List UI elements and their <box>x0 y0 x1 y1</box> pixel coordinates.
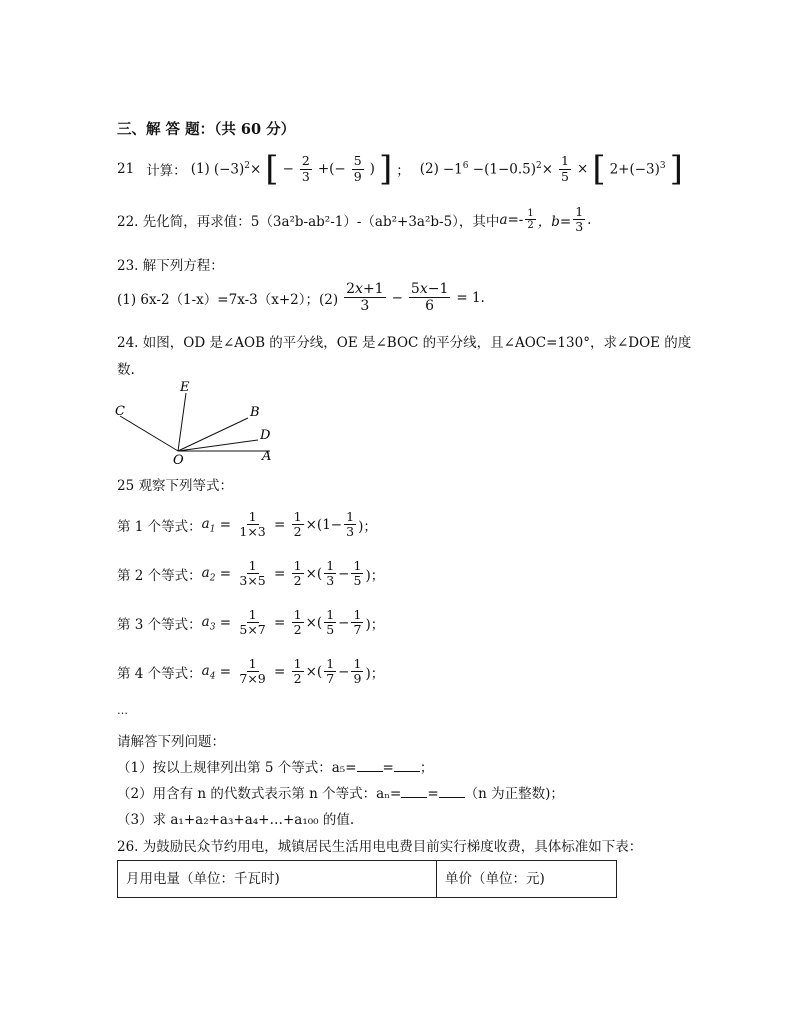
equation-3 <box>117 608 384 638</box>
equals-sign: = <box>269 663 290 680</box>
rhs-frac-1: $\frac{1}{7}$ <box>326 656 335 687</box>
q25-sub1: （1）按以上规律列出第 5 个等式：a₅= = ； <box>117 760 434 776</box>
minus-sign: − <box>338 663 350 680</box>
q25-sub1-text: （1）按以上规律列出第 5 个等式：a₅= <box>117 760 357 776</box>
equation-label: 第 1 个等式： <box>117 518 202 535</box>
angle-figure <box>110 378 290 468</box>
question-21 <box>117 149 683 189</box>
bracket-right-2: ] <box>669 149 683 189</box>
q26-text: 26. 为鼓励民众节约用电，城镇居民生活用电电费目前实行梯度收费，具体标准如下表： <box>117 839 643 855</box>
q22-text: 22. 先化简，再求值：5（3a²b-ab²-1）-（ab²+3a²b-5），其中 <box>117 213 500 230</box>
equation-lhs: $a_3$ <box>201 613 216 633</box>
label-e: E <box>180 380 190 395</box>
equation-frac: $\frac{1}{1\times 3}$ <box>239 509 266 540</box>
q25-title: 25 观察下列等式： <box>117 478 233 494</box>
label-b: B <box>250 405 260 420</box>
equation-lhs: $a_4$ <box>201 662 216 682</box>
fraction-2x1-3: $\frac{2x+1}{3}$ <box>346 281 384 315</box>
fraction-5-9: $\frac{5}{9}$ <box>353 153 362 184</box>
question-23-body <box>117 281 485 314</box>
q22-end: . <box>587 211 592 228</box>
bracket-left-2: [ <box>592 149 606 189</box>
q21-separator: ； <box>396 163 410 179</box>
fraction-1-2: $\frac{1}{2}$ <box>527 207 534 232</box>
q21-number: 21 <box>117 161 135 177</box>
equation-frac: $\frac{1}{3\times 5}$ <box>239 558 266 589</box>
rhs-frac: $\frac{1}{3}$ <box>346 509 355 540</box>
answer-blank[interactable] <box>394 759 420 772</box>
q21-part1-label: (1) <box>190 161 210 177</box>
q21-expr2c: $2+(-3)^3$ <box>609 160 666 178</box>
equals-sign: = <box>215 663 236 680</box>
equation-label: 第 2 个等式： <box>117 567 202 584</box>
section-title: 三、解 答 题：（共 60 分） <box>117 121 296 138</box>
close-paren: )； <box>358 518 377 535</box>
equals-sign: = <box>215 614 236 631</box>
label-o: O <box>173 453 184 468</box>
close-paren: )； <box>365 665 385 682</box>
q21-part2-label: (2) <box>419 161 439 177</box>
q25-sub1-end: ； <box>419 760 434 776</box>
rhs-frac-1: $\frac{1}{3}$ <box>326 558 335 589</box>
q23-title: 23. 解下列方程： <box>117 258 224 274</box>
half-frac: $\frac{1}{2}$ <box>293 656 302 687</box>
equation-label: 第 3 个等式： <box>117 616 202 633</box>
close-paren: )； <box>365 616 385 633</box>
answer-blank[interactable] <box>401 785 427 798</box>
q25-sub2-text: （2）用含有 n 的代数式表示第 n 个等式：aₙ= <box>117 786 402 802</box>
table-header-price: 单价（单位：元) <box>445 871 545 887</box>
equation-frac: $\frac{1}{5\times 7}$ <box>239 607 266 638</box>
q24-line2: 数. <box>117 362 135 378</box>
times-open: ×( <box>305 565 323 582</box>
q21-expr1b: − <box>282 161 294 177</box>
equals-sign: = <box>269 614 290 631</box>
fraction-5x1-6: $\frac{5x-1}{6}$ <box>410 281 449 315</box>
equation-2 <box>117 559 384 589</box>
equals-sign: = <box>215 516 236 533</box>
bracket-left: [ <box>265 149 279 189</box>
ray-oc <box>120 416 178 451</box>
equation-frac: $\frac{1}{7\times 9}$ <box>239 656 266 687</box>
answer-blank[interactable] <box>357 759 383 772</box>
close-paren: )； <box>365 567 385 584</box>
question-22 <box>117 205 591 235</box>
equation-lhs: $a_2$ <box>201 564 216 584</box>
q21-expr1: $(-3)^2\times$ <box>213 160 262 178</box>
q21-label: 计算： <box>146 163 187 179</box>
fraction-1-3: $\frac{1}{3}$ <box>575 204 584 235</box>
equals-sign: = <box>269 516 290 533</box>
half-frac: $\frac{1}{2}$ <box>293 607 302 638</box>
minus-sign: − <box>338 614 350 631</box>
fraction-2-3: $\frac{2}{3}$ <box>301 153 310 184</box>
label-a: A <box>262 449 272 464</box>
ray-oe <box>178 393 186 451</box>
label-d: D <box>260 428 271 443</box>
q23-part1: (1) 6x-2（1-x）=7x-3（x+2）；(2) <box>117 291 339 308</box>
equation-lhs: $a_1$ <box>201 515 216 535</box>
q23-minus: − <box>391 289 403 306</box>
equation-4 <box>117 657 384 687</box>
bracket-right: ] <box>378 149 393 189</box>
equals-sign: = <box>215 565 236 582</box>
q21-expr2: $-1^6 -(1-0.5)^2\times$ <box>442 160 554 178</box>
times-open: ×(1− <box>305 516 343 533</box>
half-frac: $\frac{1}{2}$ <box>293 509 302 540</box>
price-table <box>117 860 617 898</box>
rhs-frac-1: $\frac{1}{5}$ <box>326 607 335 638</box>
q24-line1: 24. 如图，OD 是∠AOB 的平分线，OE 是∠BOC 的平分线，且∠AOC=130°，求∠DOE 的度 <box>117 335 692 351</box>
q22-a-eq: a=- <box>499 211 524 228</box>
equation-label: 第 4 个等式： <box>117 665 202 682</box>
q25-sub2: （2）用含有 n 的代数式表示第 n 个等式：aₙ= = （n 为正整数)； <box>117 786 564 802</box>
minus-sign: − <box>338 565 350 582</box>
q21-expr1c: +(− <box>317 161 346 177</box>
q22-b-eq: ，b= <box>537 213 572 230</box>
q21-expr2b: × <box>577 161 589 177</box>
q25-sub3: （3）求 a₁+a₂+a₃+a₄+…+a₁₀₀ 的值. <box>117 812 355 828</box>
q25-ask: 请解答下列问题： <box>117 734 225 750</box>
times-open: ×( <box>305 663 323 680</box>
table-header-usage: 月用电量（单位：千瓦时) <box>118 861 437 897</box>
answer-blank[interactable] <box>439 785 465 798</box>
q23-equals: = 1. <box>456 289 485 306</box>
q25-sub2-end: （n 为正整数)； <box>464 786 564 802</box>
rhs-frac-2: $\frac{1}{5}$ <box>353 558 362 589</box>
fraction-1-5: $\frac{1}{5}$ <box>561 153 569 184</box>
equation-1 <box>117 510 377 540</box>
half-frac: $\frac{1}{2}$ <box>293 558 302 589</box>
times-open: ×( <box>305 614 323 631</box>
q21-expr1d: ) <box>369 161 375 177</box>
rhs-frac-2: $\frac{1}{9}$ <box>353 656 362 687</box>
label-c: C <box>115 404 125 419</box>
ellipsis: … <box>117 704 128 717</box>
equals-sign: = <box>269 565 290 582</box>
rhs-frac-2: $\frac{1}{7}$ <box>353 607 362 638</box>
